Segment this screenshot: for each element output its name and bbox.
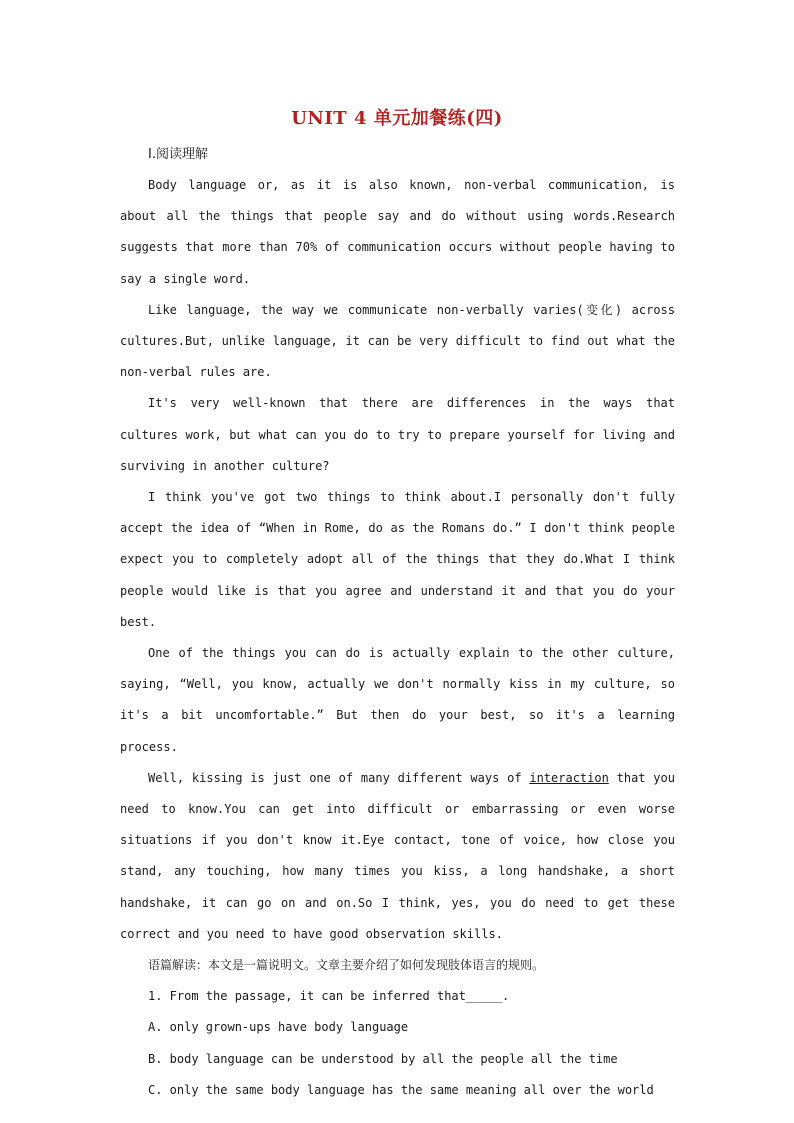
question-1-stem: 1. From the passage, it can be inferred that_____. (148, 989, 510, 1004)
page-title: UNIT 4 单元加餐练(四) (291, 108, 503, 129)
passage-content (120, 170, 675, 1106)
section-heading: Ⅰ.阅读理解 (148, 147, 208, 162)
paragraph-6-after: that you need to know.You can get into difficult or embarrassing or even worse situations if you don't know it.Eye contact, tone of voice, how close you stand, any touching, how many times you kiss, a long handshake, a short handshake, it can go on and on.So I think, yes, you do need to get these correct and you need to have good observation skills. (120, 770, 675, 941)
passage-paragraph-3: It's very well-known that there are differences in the ways that cultures work, but what can you do to try to prepare yourself for living and surviving in another culture? (120, 396, 675, 473)
passage-paragraph-5: One of the things you can do is actually explain to the other culture, saying, “Well, you know, actually we don't normally kiss in my culture, so it's a bit uncomfortable.” But then do your best, so it's a learning process. (120, 646, 675, 754)
passage-paragraph-6 (120, 763, 675, 950)
passage-paragraph-4: I think you've got two things to think about.I personally don't fully accept the idea of “When in Rome, do as the Romans do.” I don't think people expect you to completely adopt all of the things that they do.What I think people would like is that you agree and understand it and that you do your best. (120, 490, 675, 629)
passage-paragraph-1: Body language or, as it is also known, non-verbal communication, is about all the things that people say and do without using words.Research suggests that more than 70% of communication occurs without people having to say a single word. (120, 178, 675, 286)
question-1-option-c: C. only the same body language has the same meaning all over the world (148, 1082, 654, 1097)
paragraph-6-before: Well, kissing is just one of many different ways of (148, 770, 530, 785)
question-1-option-b: B. body language can be understood by all the people all the time (148, 1051, 618, 1066)
passage-analysis: 语篇解读：本文是一篇说明文。文章主要介绍了如何发现肢体语言的规则。 (148, 958, 545, 973)
question-1-option-a: A. only grown-ups have body language (148, 1020, 409, 1035)
passage-paragraph-2: Like language, the way we communicate non-verbally varies(变化) across cultures.But, unlike language, it can be very difficult to find out what the non-verbal rules are. (120, 302, 675, 380)
underlined-word-interaction: interaction (529, 770, 609, 785)
